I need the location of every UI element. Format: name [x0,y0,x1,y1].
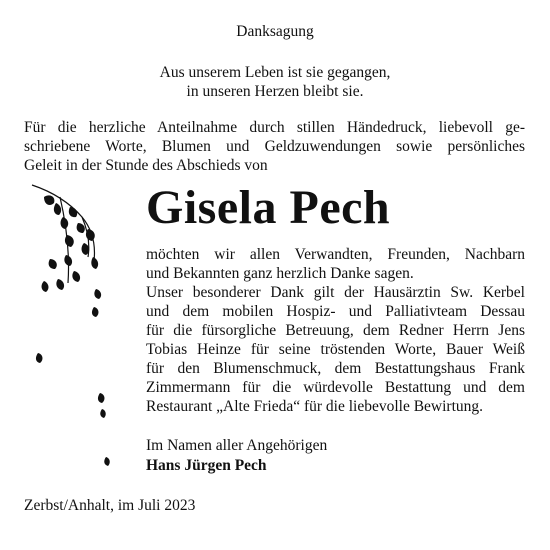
intro-line-1: Für die herzliche Anteilnahme durch stillen Händedruck, liebevoll ge- [24,119,525,136]
verse-line-1: Aus unserem Leben ist sie gegangen, [159,64,391,81]
notice-title: Danksagung [236,23,314,40]
thanks-line-4: und dem mobilen Hospiz- und Palliativteam Dessau [146,303,525,320]
thanks-line-8: Zimmermann für die würdevolle Bestattung und dem [146,379,525,396]
thanks-line-7: für den Blumenschmuck, dem Bestattungshaus Frank [146,360,525,377]
signer-name: Hans Jürgen Pech [146,457,267,474]
thanks-line-1: möchten wir allen Verwandten, Freunden, Nachbarn [146,246,525,263]
thanks-line-9: Restaurant „Alte Frieda“ für die liebevolle Bewirtung. [146,398,484,415]
verse-line-2: in unseren Herzen bleibt sie. [186,83,364,100]
deceased-name: Gisela Pech [146,181,391,234]
thanks-line-6: Tobias Heinze für seine tröstenden Worte, Bauer Weiß [146,341,525,358]
birch-branch-icon [30,183,110,473]
thanks-line-5: für die fürsorgliche Betreuung, dem Redner Herrn Jens [146,322,525,339]
intro-line-2: schriebene Worte, Blumen und Geldzuwendungen sowie persönliches [24,138,525,155]
thanks-line-2: und Bekannten ganz herzlich Danke sagen. [146,265,414,282]
place-date: Zerbst/Anhalt, im Juli 2023 [24,497,196,514]
intro-line-3: Geleit in der Stunde des Abschieds von [24,157,268,174]
thanks-line-3: Unser besonderer Dank gilt der Hausärztin Sw. Kerbel [146,284,525,301]
signoff: Im Namen aller Angehörigen [146,437,328,454]
